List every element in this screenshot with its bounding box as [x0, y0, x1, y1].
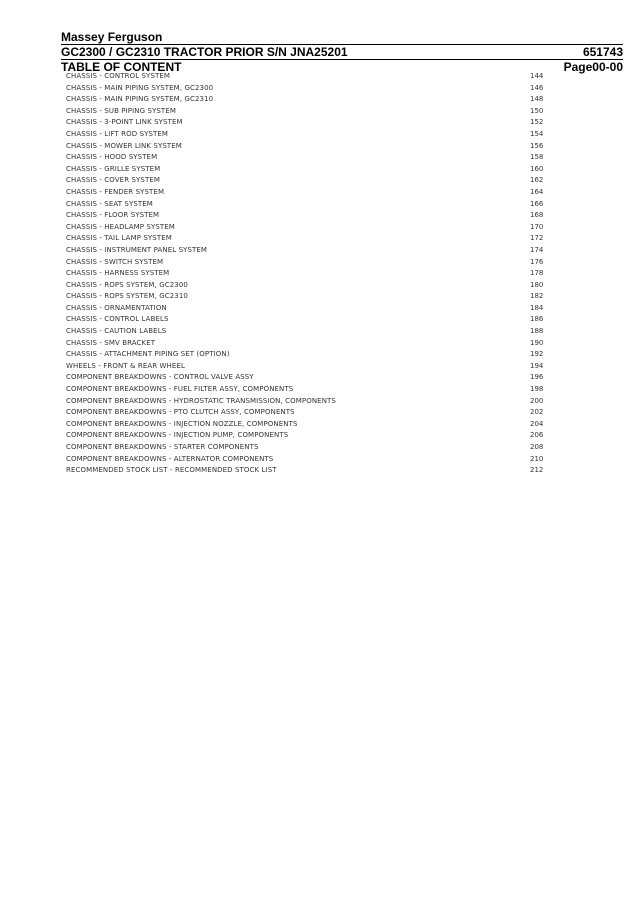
toc-entry-page: 190: [530, 338, 544, 347]
toc-entry[interactable]: [66, 71, 546, 83]
toc-entry[interactable]: [66, 117, 546, 129]
toc-entry-page: 202: [530, 408, 544, 417]
toc-entry-title: COMPONENT BREAKDOWNS - HYDROSTATIC TRANSMISSION, COMPONENTS: [66, 396, 336, 405]
toc-entry[interactable]: [66, 222, 546, 234]
toc-entry-page: 154: [530, 129, 544, 138]
toc-entry-title: CHASSIS - ROPS SYSTEM, GC2300: [66, 280, 188, 289]
toc-entry[interactable]: [66, 291, 546, 303]
toc-entry-page: 200: [530, 396, 544, 405]
toc-entry[interactable]: [66, 419, 546, 431]
toc-entry[interactable]: [66, 465, 546, 477]
toc-entry[interactable]: [66, 280, 546, 292]
toc-entry[interactable]: [66, 384, 546, 396]
toc-entry[interactable]: [66, 314, 546, 326]
toc-entry-title: CHASSIS - CAUTION LABELS: [66, 327, 167, 336]
toc-entry-page: 196: [530, 373, 544, 382]
toc-entry[interactable]: [66, 164, 546, 176]
toc-entry[interactable]: [66, 199, 546, 211]
toc-entry-title: CHASSIS - CONTROL SYSTEM: [66, 72, 171, 80]
toc-entry-title: CHASSIS - HOOD SYSTEM: [66, 153, 158, 162]
toc-entry[interactable]: [66, 303, 546, 315]
toc-entry-page: 170: [530, 222, 544, 231]
toc-entry-title: CHASSIS - HARNESS SYSTEM: [66, 269, 170, 278]
toc-entry-page: 146: [530, 83, 544, 92]
toc-entry-page: 188: [530, 327, 544, 336]
toc-entry-title: COMPONENT BREAKDOWNS - STARTER COMPONENTS: [66, 443, 259, 451]
toc-entry-title: CHASSIS - SMV BRACKET: [66, 338, 156, 347]
toc-entry-page: 192: [530, 350, 544, 359]
page-number: Page00-00: [563, 60, 623, 74]
toc-entry-page: 162: [530, 176, 544, 185]
toc-entry-title: CHASSIS - ORNAMENTATION: [66, 303, 167, 312]
toc-entry-title: CHASSIS - MAIN PIPING SYSTEM, GC2310: [66, 95, 214, 104]
toc-entry-title: COMPONENT BREAKDOWNS - ALTERNATOR COMPONENTS: [66, 454, 274, 463]
toc-entry-page: 180: [530, 280, 544, 289]
toc-entry-title: CHASSIS - HEADLAMP SYSTEM: [66, 222, 175, 231]
toc-entry-page: 144: [530, 72, 544, 80]
toc-entry[interactable]: [66, 407, 546, 419]
toc-entry[interactable]: [66, 430, 546, 442]
toc-entry-page: 176: [530, 257, 544, 266]
brand-name: Massey Ferguson: [61, 30, 163, 44]
toc-entry[interactable]: [66, 396, 546, 408]
toc-entry[interactable]: [66, 326, 546, 338]
toc-entry-title: CHASSIS - GRILLE SYSTEM: [66, 164, 161, 173]
toc-entry-title: CHASSIS - MAIN PIPING SYSTEM, GC2300: [66, 83, 214, 92]
toc-entry-title: CHASSIS - COVER SYSTEM: [66, 176, 160, 185]
toc-entry[interactable]: [66, 83, 546, 95]
toc-entry-title: CHASSIS - FENDER SYSTEM: [66, 187, 165, 196]
toc-entry-page: 178: [530, 269, 544, 278]
toc-entry[interactable]: [66, 257, 546, 269]
doc-number: 651743: [582, 45, 623, 59]
toc-entry-page: 152: [530, 118, 544, 127]
toc-entry-page: 206: [530, 431, 544, 440]
toc-entry-page: 210: [530, 454, 544, 463]
toc-entry-page: 208: [530, 443, 544, 451]
toc-entry-page: 204: [530, 419, 544, 428]
toc-entry[interactable]: [66, 338, 546, 350]
toc-entry-title: RECOMMENDED STOCK LIST - RECOMMENDED STOCK LIST: [66, 466, 277, 475]
toc-entry-page: 186: [530, 315, 544, 324]
toc-entry-title: CHASSIS - ATTACHMENT PIPING SET (OPTION): [66, 350, 230, 359]
toc-entry[interactable]: [66, 454, 546, 466]
table-of-contents: [66, 71, 546, 477]
toc-entry-title: WHEELS - FRONT & REAR WHEEL: [66, 361, 185, 370]
toc-entry-title: COMPONENT BREAKDOWNS - INJECTION NOZZLE, COMPONENTS: [66, 419, 298, 428]
toc-entry[interactable]: [66, 268, 546, 280]
model-row: [61, 45, 623, 59]
toc-entry-page: 182: [530, 292, 544, 301]
toc-entry[interactable]: [66, 349, 546, 361]
toc-entry-title: CHASSIS - TAIL LAMP SYSTEM: [66, 234, 172, 243]
toc-entry[interactable]: [66, 361, 546, 373]
toc-entry-title: CHASSIS - 3-POINT LINK SYSTEM: [66, 118, 183, 127]
toc-entry[interactable]: [66, 175, 546, 187]
toc-entry-title: CHASSIS - MOWER LINK SYSTEM: [66, 141, 182, 150]
toc-entry-page: 198: [530, 385, 544, 394]
toc-entry[interactable]: [66, 372, 546, 384]
toc-entry-title: CHASSIS - LIFT ROD SYSTEM: [66, 129, 169, 138]
toc-entry[interactable]: [66, 129, 546, 141]
toc-entry-title: COMPONENT BREAKDOWNS - CONTROL VALVE ASSY: [66, 373, 254, 382]
toc-entry-title: CHASSIS - ROPS SYSTEM, GC2310: [66, 292, 188, 301]
toc-entry[interactable]: [66, 106, 546, 118]
toc-entry[interactable]: [66, 152, 546, 164]
model-title: GC2300 / GC2310 TRACTOR PRIOR S/N JNA25201: [61, 45, 348, 59]
toc-entry-page: 166: [530, 199, 544, 208]
toc-entry[interactable]: [66, 210, 546, 222]
toc-entry[interactable]: [66, 187, 546, 199]
toc-entry-page: 194: [530, 361, 544, 370]
toc-entry-title: CHASSIS - SEAT SYSTEM: [66, 199, 153, 208]
toc-entry-title: CHASSIS - SUB PIPING SYSTEM: [66, 106, 176, 115]
toc-entry-title: COMPONENT BREAKDOWNS - FUEL FILTER ASSY, COMPONENTS: [66, 385, 294, 394]
toc-entry-page: 160: [530, 164, 544, 173]
toc-entry-title: CHASSIS - SWITCH SYSTEM: [66, 257, 164, 266]
toc-entry-page: 174: [530, 245, 544, 254]
toc-entry-page: 148: [530, 95, 544, 104]
toc-entry[interactable]: [66, 245, 546, 257]
toc-entry-title: COMPONENT BREAKDOWNS - INJECTION PUMP, COMPONENTS: [66, 431, 289, 440]
toc-entry-page: 164: [530, 187, 544, 196]
toc-entry-title: CHASSIS - CONTROL LABELS: [66, 315, 169, 324]
section-title: TABLE OF CONTENT: [61, 60, 182, 74]
toc-entry-page: 172: [530, 234, 544, 243]
toc-entry-page: 158: [530, 153, 544, 162]
toc-entry-page: 184: [530, 303, 544, 312]
toc-entry[interactable]: [66, 94, 546, 106]
toc-entry-page: 156: [530, 141, 544, 150]
toc-entry[interactable]: [66, 141, 546, 153]
page-header: [61, 30, 623, 74]
toc-entry-page: 168: [530, 211, 544, 220]
toc-entry-page: 212: [530, 466, 544, 475]
toc-entry-title: CHASSIS - INSTRUMENT PANEL SYSTEM: [66, 245, 208, 254]
toc-entry[interactable]: [66, 233, 546, 245]
toc-entry-title: CHASSIS - FLOOR SYSTEM: [66, 211, 160, 220]
toc-entry-title: COMPONENT BREAKDOWNS - PTO CLUTCH ASSY, COMPONENTS: [66, 408, 295, 417]
toc-entry[interactable]: [66, 442, 546, 454]
toc-entry-page: 150: [530, 106, 544, 115]
